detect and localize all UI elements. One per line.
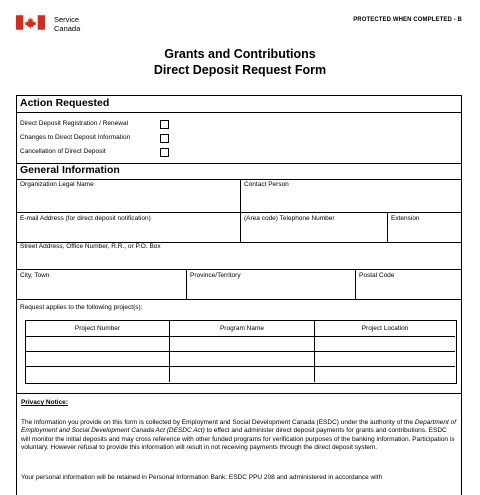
privacy-p1-text-a: The information you provide on this form is collected by Employment and Social Development Canada (ESDC) under the authority of the bbox=[21, 419, 415, 426]
form-title-line-1: Grants and Contributions bbox=[164, 47, 316, 61]
option-label-cancellation: Cancellation of Direct Deposit bbox=[20, 148, 106, 155]
email-label: E-mail Address (for direct deposit notification) bbox=[20, 215, 151, 222]
city-field[interactable] bbox=[17, 280, 186, 299]
project-location-cell-1[interactable] bbox=[315, 337, 455, 351]
desdc-act-name: Department of Employment and Social Development Canada Act (DESDC Act) bbox=[21, 419, 456, 435]
column-header-project-location: Project Location bbox=[361, 325, 409, 332]
section-heading-general: General Information bbox=[20, 164, 120, 176]
checkbox-registration[interactable] bbox=[160, 120, 169, 129]
column-header-project-number: Project Number bbox=[74, 325, 121, 332]
phone-label: (Area code) Telephone Number bbox=[244, 215, 335, 222]
privacy-paragraph-2: Your personal information will be retained in Personal Information Bank: ESDC PPU 208 and administered in accordance with bbox=[21, 474, 383, 481]
project-location-cell-2[interactable] bbox=[315, 352, 455, 366]
project-number-cell-1[interactable] bbox=[26, 337, 169, 351]
org-line-1: Service bbox=[54, 15, 80, 24]
canada-flag-icon bbox=[16, 15, 45, 30]
org-line-2: Canada bbox=[54, 24, 81, 33]
contact-person-label: Contact Person bbox=[244, 181, 289, 188]
privacy-p1-text-b: to effect and administer direct deposit payments for grants and contributions. ESDC will monitor the initial deposits and may cross reference with other funded programs for verification purposes of the banking information. Participation is voluntary. However refusal to provide this information will result in not receiving payments through the direct deposit system. bbox=[21, 427, 455, 451]
program-name-cell-3[interactable] bbox=[170, 367, 314, 381]
program-name-cell-2[interactable] bbox=[170, 352, 314, 366]
contact-person-field[interactable] bbox=[241, 189, 461, 211]
projects-intro: Request applies to the following project(s): bbox=[20, 304, 143, 311]
privacy-paragraph-1 bbox=[21, 419, 457, 452]
option-label-registration: Direct Deposit Registration / Renewal bbox=[20, 120, 129, 127]
city-label: City, Town bbox=[20, 272, 50, 279]
street-address-label: Street Address, Office Number, R.R., or P.O. Box bbox=[20, 243, 161, 250]
phone-field[interactable] bbox=[241, 223, 387, 242]
email-field[interactable] bbox=[17, 223, 240, 242]
project-number-cell-2[interactable] bbox=[26, 352, 169, 366]
checkbox-cancellation[interactable] bbox=[160, 148, 169, 157]
extension-field[interactable] bbox=[388, 223, 461, 242]
privacy-notice-heading: Privacy Notice: bbox=[21, 399, 68, 406]
direct-deposit-form bbox=[16, 95, 462, 495]
postal-code-label: Postal Code bbox=[359, 272, 395, 279]
extension-label: Extension bbox=[391, 215, 420, 222]
section-heading-action: Action Requested bbox=[20, 97, 110, 109]
form-title-line-2: Direct Deposit Request Form bbox=[153, 63, 327, 77]
postal-code-field[interactable] bbox=[356, 280, 461, 299]
street-address-field[interactable] bbox=[17, 252, 461, 269]
option-label-changes: Changes to Direct Deposit Information bbox=[20, 134, 131, 141]
project-location-cell-3[interactable] bbox=[315, 367, 455, 381]
service-canada-wordmark bbox=[54, 15, 80, 33]
org-name-field[interactable] bbox=[17, 189, 240, 211]
projects-table bbox=[25, 320, 457, 384]
program-name-cell-1[interactable] bbox=[170, 337, 314, 351]
project-number-cell-3[interactable] bbox=[26, 367, 169, 381]
province-label: Province/Territory bbox=[190, 272, 241, 279]
protected-notice: PROTECTED WHEN COMPLETED - B bbox=[353, 17, 462, 23]
province-field[interactable] bbox=[187, 280, 355, 299]
org-name-label: Organization Legal Name bbox=[20, 181, 94, 188]
checkbox-changes[interactable] bbox=[160, 134, 169, 143]
column-header-program-name: Program Name bbox=[219, 325, 265, 332]
